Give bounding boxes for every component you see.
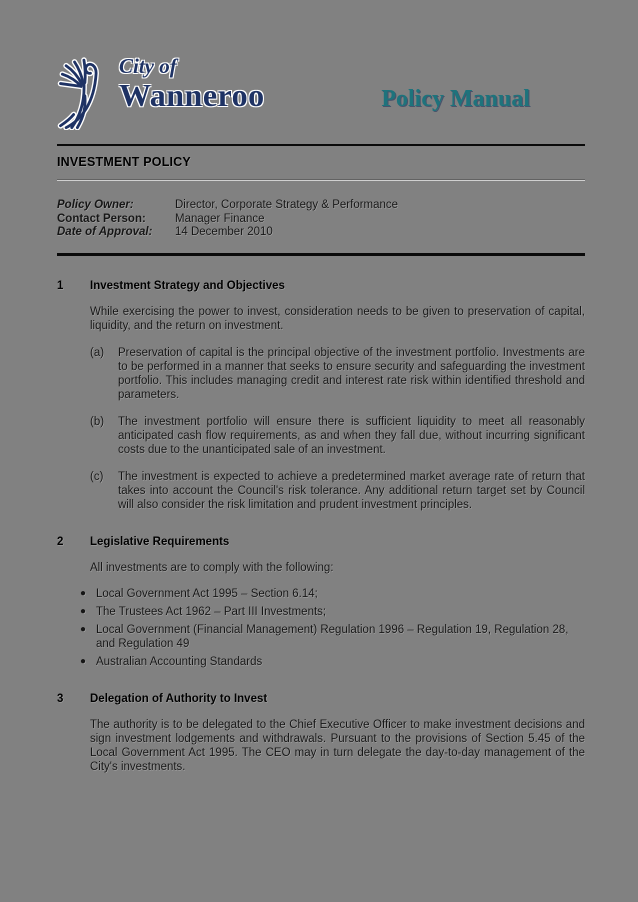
list-item bbox=[80, 623, 585, 651]
section-intro: All investments are to comply with the following: bbox=[90, 561, 334, 574]
item-text: The investment is expected to achieve a predetermined market average rate of return that takes into account the Council's risk tolerance. Any additional return target set by Council will also consider the risk limitation and prudent investment principles. bbox=[118, 470, 585, 511]
kangaroo-paw-icon bbox=[53, 54, 113, 130]
section-heading bbox=[57, 693, 585, 705]
meta-row-contact-person bbox=[57, 213, 585, 227]
section-delegation-of-authority bbox=[57, 693, 585, 774]
bullet-text: The Trustees Act 1962 – Part III Investments; bbox=[96, 605, 327, 618]
list-item bbox=[80, 605, 585, 619]
section-heading bbox=[57, 536, 585, 548]
list-item-b bbox=[90, 415, 585, 457]
list-item-c bbox=[90, 470, 585, 512]
meta-value: Manager Finance bbox=[175, 212, 265, 225]
item-text: The investment portfolio will ensure there is sufficient liquidity to meet all reasonably anticipated cash flow requirements, as and when they fall due, without incurring significant costs due to the unanticipated sale of an investment. bbox=[118, 415, 585, 456]
document-content bbox=[57, 0, 585, 774]
meta-divider bbox=[57, 253, 585, 256]
item-label: (c) bbox=[90, 470, 104, 483]
section-legislative-requirements bbox=[57, 536, 585, 669]
section-title: Delegation of Authority to Invest bbox=[90, 692, 268, 705]
section-investment-strategy bbox=[57, 280, 585, 512]
section-heading bbox=[57, 280, 585, 292]
bullet-text: Local Government Act 1995 – Section 6.14; bbox=[96, 587, 318, 600]
header-divider bbox=[57, 144, 585, 146]
meta-row-date-of-approval bbox=[57, 226, 585, 240]
list-item bbox=[80, 655, 585, 669]
item-label: (b) bbox=[90, 415, 105, 428]
meta-label: Policy Owner: bbox=[57, 199, 134, 211]
section-title: Legislative Requirements bbox=[90, 535, 230, 548]
list-item bbox=[80, 587, 585, 601]
bullet-icon: ● bbox=[80, 587, 87, 599]
meta-value: Director, Corporate Strategy & Performance bbox=[175, 199, 399, 211]
bullet-icon: ● bbox=[80, 605, 87, 617]
policy-manual-title: Policy Manual bbox=[381, 86, 530, 112]
meta-row-policy-owner bbox=[57, 199, 585, 213]
section-title: Investment Strategy and Objectives bbox=[90, 279, 285, 292]
page-title: INVESTMENT POLICY bbox=[57, 155, 191, 169]
logo-wordmark bbox=[119, 56, 265, 111]
section-number: 2 bbox=[57, 535, 64, 548]
logo-city-of: City of bbox=[119, 54, 177, 78]
document-header bbox=[57, 54, 585, 132]
meta-label: Contact Person: bbox=[57, 212, 146, 225]
section-intro: While exercising the power to invest, consideration needs to be given to preservation of capital, liquidity, and the return on investment. bbox=[90, 305, 585, 332]
meta-value: 14 December 2010 bbox=[175, 226, 273, 238]
item-text: Preservation of capital is the principal objective of the investment portfolio. Investments are to be performed in a manner that seeks to ensure security and safeguarding the investment portfolio. This includes managing credit and interest rate risk within identified threshold and parameters. bbox=[118, 346, 585, 401]
legislation-bullet-list bbox=[57, 587, 585, 669]
list-item-a bbox=[90, 346, 585, 402]
section-number: 3 bbox=[57, 692, 64, 705]
title-divider bbox=[57, 179, 585, 181]
city-of-wanneroo-logo bbox=[53, 54, 265, 130]
bullet-text: Australian Accounting Standards bbox=[96, 655, 263, 668]
section-number: 1 bbox=[57, 279, 64, 292]
meta-label: Date of Approval: bbox=[57, 226, 153, 238]
bullet-text: Local Government (Financial Management) Regulation 1996 – Regulation 19, Regulation 28, and Regulation 49 bbox=[96, 623, 569, 650]
bullet-icon: ● bbox=[80, 655, 87, 667]
item-label: (a) bbox=[90, 346, 105, 359]
section-intro: The authority is to be delegated to the Chief Executive Officer to make investment decisions and sign investment lodgements and withdrawals. Pursuant to the provisions of Section 5.45 of the Local Government Act 1995. The CEO may in turn delegate the day-to-day management of the City's investments. bbox=[90, 718, 585, 773]
logo-wanneroo: Wanneroo bbox=[119, 77, 265, 113]
bullet-icon: ● bbox=[80, 623, 87, 635]
policy-meta bbox=[57, 199, 585, 240]
